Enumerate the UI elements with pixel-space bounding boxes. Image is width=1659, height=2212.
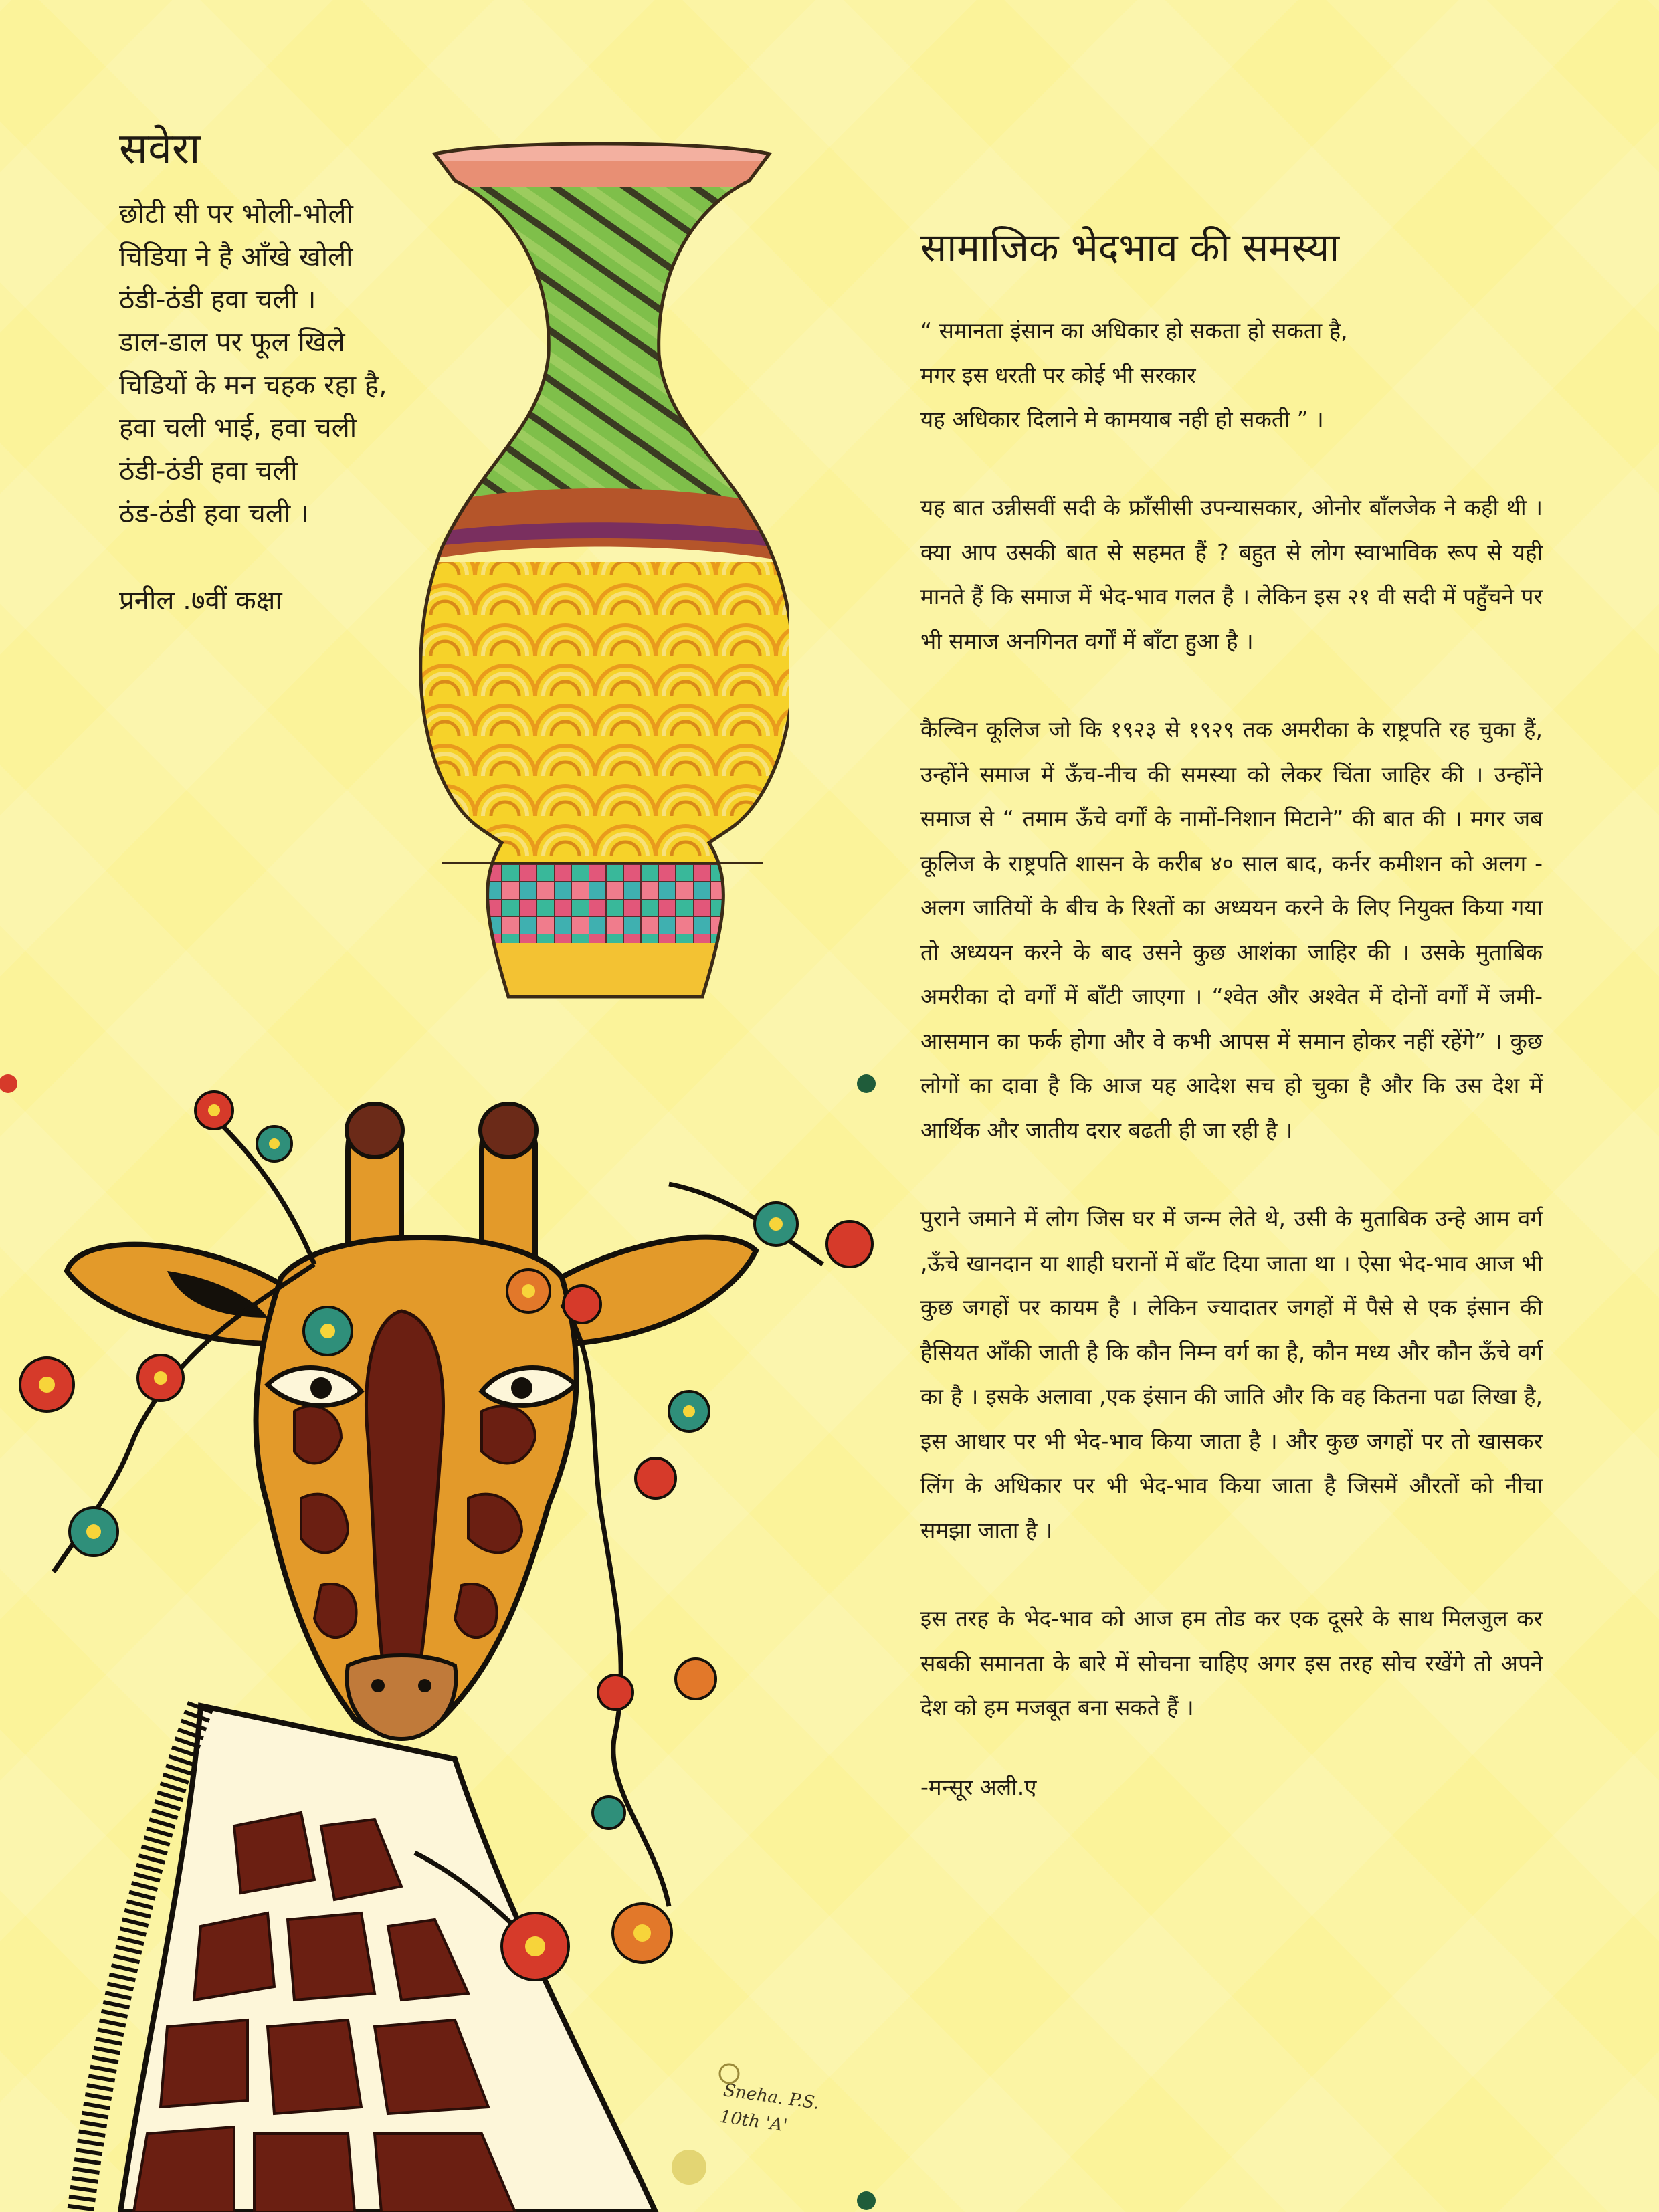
article-paragraph: यह बात उन्नीसवीं सदी के फ्राँसीसी उपन्यासकार, ओनोर बाँलजेक ने कही थी । क्या आप उसकी बात से सहमत हैं ? बहुत से लोग स्वाभाविक रूप से यही मानते हैं कि समाज में भेद-भाव गलत है । लेकिन इस २१ वी सदी में पहुँचने पर भी समाज अनगिनत वर्गों में बाँटा हुआ है ।	[920, 494, 1543, 654]
article-paragraph: पुराने जमाने में लोग जिस घर में जन्म लेते थे, उसी के मुताबिक उन्हे आम वर्ग ,ऊँचे खानदान या शाही घरानों में बाँट दिया जाता था । ऐसा भेद-भाव आज भी कुछ जगहों पर कायम है । लेकिन ज्यादातर जगहों में पैसे से एक इंसान की हैसियत आँकी जाती है कि कौन निम्न वर्ग का है, कौन मध्य और कौन ऊँचे वर्ग का है । इसके अलावा ,एक इंसान की जाति और कि वह कितना पढा लिखा है, इस आधार पर भी भेद-भाव किया जाता है । और कुछ जगहों पर तो खासकर लिंग के अधिकार पर भी भेद-भाव किया जाता है जिसमें औरतों को नीचा समझा जाता है ।	[920, 1205, 1543, 1543]
giraffe-drawing	[0, 1064, 890, 2212]
quote-line: यह अधिकार दिलाने मे कामयाब नही हो सकती ” ।	[920, 406, 1324, 432]
artist-class: 10th 'A'	[718, 2106, 789, 2136]
poem-line: चिडियों के मन चहक रहा है,	[119, 370, 387, 401]
poem-line: ठंडी-ठंडी हवा चली ।	[119, 284, 316, 315]
artist-name: Sneha. P.S.	[722, 2080, 821, 2114]
article-title: सामाजिक भेदभाव की समस्या	[920, 225, 1340, 270]
poem-line: छोटी सी पर भोली-भोली	[119, 199, 353, 229]
quote-line: “ समानता इंसान का अधिकार हो सकता हो सकता है,	[920, 318, 1348, 344]
poem-author: प्रनील .७वीं कक्षा	[119, 585, 282, 616]
article-paragraph: इस तरह के भेद-भाव को आज हम तोड कर एक दूसरे के साथ मिलजुल कर सबकी समानता के बारे में सोचना चाहिए अगर इस तरह सोच रखेंगे तो अपने देश को हम मजबूत बना सकते हैं ।	[920, 1605, 1543, 1720]
article	[920, 221, 1543, 1809]
poem-title: सवेरा	[119, 124, 201, 174]
poem-line: ठंडी-ठंडी हवा चली	[119, 456, 298, 486]
article-author: -मन्सूर अली.ए	[920, 1773, 1037, 1800]
article-quote	[920, 309, 1543, 441]
poem	[119, 119, 467, 622]
poem-line: ठंड-ठंडी हवा चली ।	[119, 498, 310, 529]
poem-line: हवा चली भाई, हवा चली	[119, 413, 357, 443]
poem-line: डाल-डाल पर फूल खिले	[119, 327, 345, 358]
vase-drawing	[415, 134, 789, 1023]
article-paragraph: कैल्विन कूलिज जो कि १९२३ से १९२९ तक अमरीका के राष्ट्रपति रह चुका हैं, उन्होंने समाज में ऊँच-नीच की समस्या को लेकर चिंता जाहिर की । उन्होंने समाज से “ तमाम ऊँचे वर्गों के नामों-निशान मिटाने” की बात की । मगर जब कूलिज के राष्ट्रपति शासन के करीब ४० साल बाद, कर्नर कमीशन को अलग - अलग जातियों के बीच के रिश्तों का अध्ययन करने के लिए नियुक्त किया गया तो अध्ययन करने के बाद उसने कुछ आशंका जाहिर की । उसके मुताबिक अमरीका दो वर्गों में बाँटी जाएगा । “श्वेत और अश्वेत में दोनों वर्गों में जमी-आसमान का फर्क होगा और वे कभी आपस में समान होकर नहीं रहेंगे” । कुछ लोगों का दावा है कि आज यह आदेश सच हो चुका है और कि उस देश में आर्थिक और जातीय दरार बढती ही जा रही है ।	[920, 716, 1543, 1143]
poem-line: चिडिया ने है आँखे खोली	[119, 241, 353, 272]
quote-line: मगर इस धरती पर कोई भी सरकार	[920, 362, 1196, 388]
